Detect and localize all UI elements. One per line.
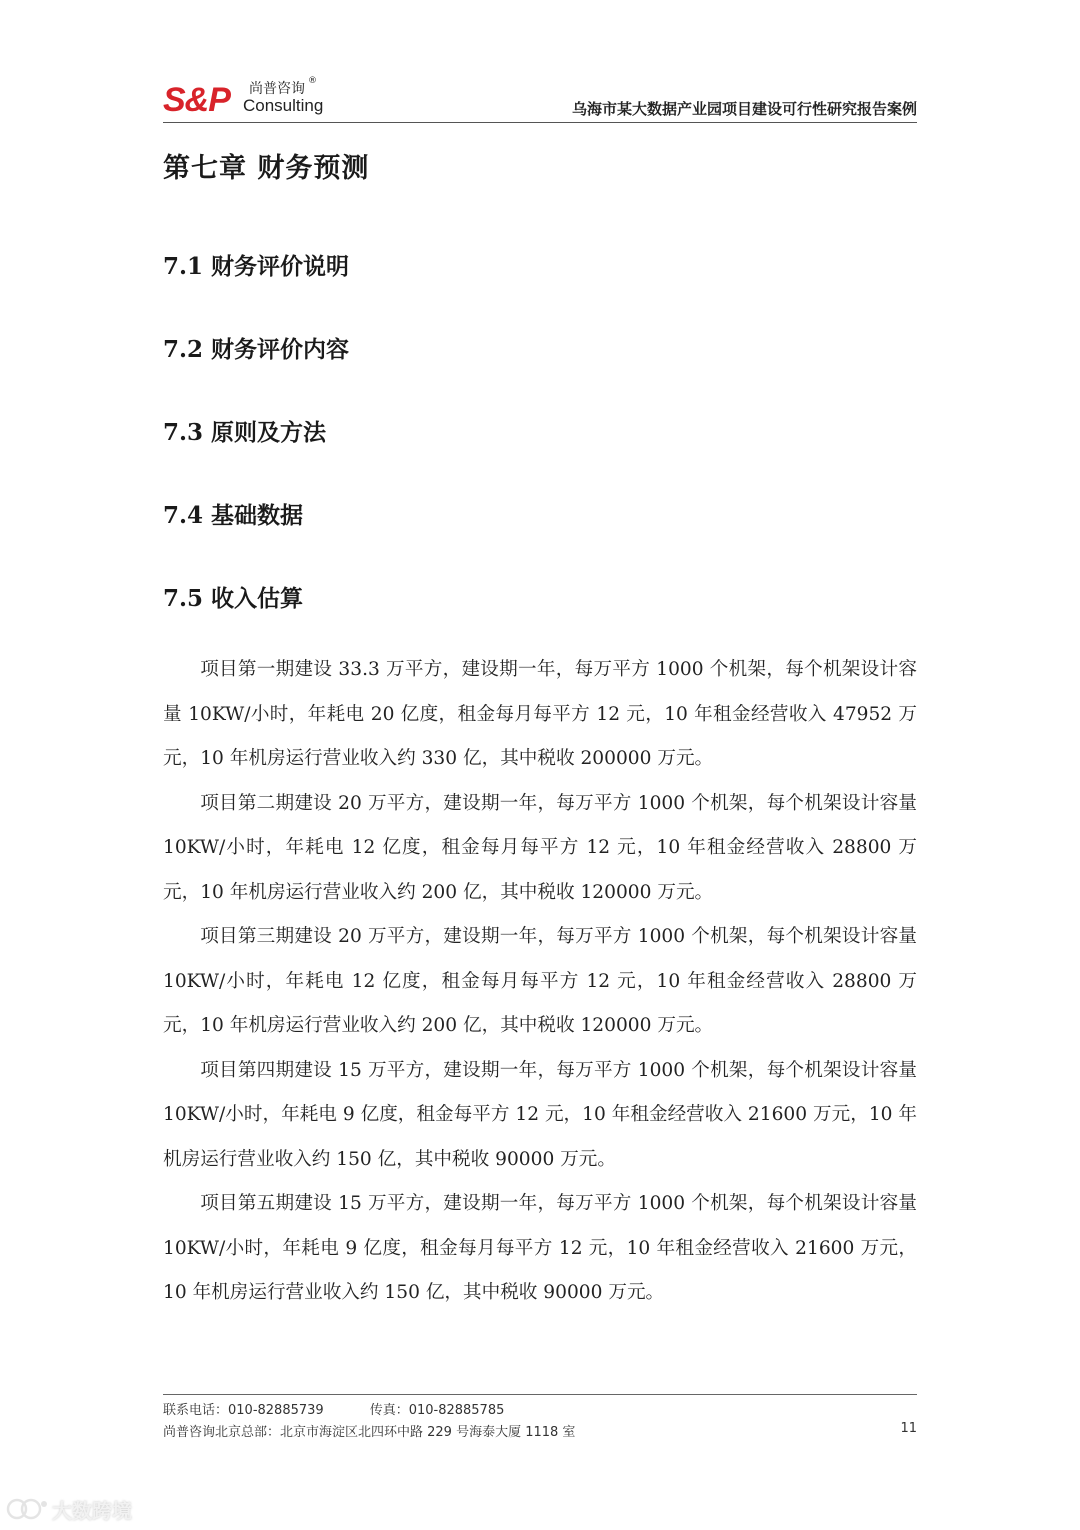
section-heading: 7.1 财务评价说明 (163, 253, 350, 280)
logo-chinese-name: 尚普咨询 (249, 81, 305, 97)
logo-registered-mark: ® (308, 76, 317, 86)
body-text (163, 648, 917, 1316)
footer-fax: 传真：010-82885785 (369, 1403, 505, 1418)
chapter-title: 第七章 财务预测 (163, 153, 370, 184)
paragraph: 项目第三期建设 20 万平方，建设期一年，每万平方 1000 个机架，每个机架设计容量 10KW/小时，年耗电 12 亿度，租金每月每平方 12 元，10 年租金经营收入 28800 万元，10 年机房运行营业收入约 200 亿，其中税收 120000 万元。 (163, 926, 917, 1036)
logo-mark: S&P (163, 81, 230, 119)
section-heading: 7.4 基础数据 (163, 502, 304, 529)
section-heading: 7.5 收入估算 (163, 585, 304, 612)
report-title: 乌海市某大数据产业园项目建设可行性研究报告案例 (571, 100, 917, 118)
watermark (6, 1494, 132, 1524)
footer-address: 尚普咨询北京总部：北京市海淀区北四环中路 229 号海泰大厦 1118 室 (163, 1425, 576, 1440)
wechat-channel-icon (6, 1496, 50, 1522)
header-divider (163, 122, 917, 123)
footer-phone: 联系电话：010-82885739 (163, 1403, 324, 1418)
paragraph: 项目第四期建设 15 万平方，建设期一年，每万平方 1000 个机架，每个机架设计容量 10KW/小时，年耗电 9 亿度，租金每平方 12 元，10 年租金经营收入 21600 万元，10 年机房运行营业收入约 150 亿，其中税收 90000 万元。 (163, 1059, 917, 1170)
footer-divider (163, 1394, 917, 1395)
paragraph: 项目第二期建设 20 万平方，建设期一年，每万平方 1000 个机架，每个机架设计容量 10KW/小时，年耗电 12 亿度，租金每月每平方 12 元，10 年租金经营收入 28800 万元，10 年机房运行营业收入约 200 亿，其中税收 120000 万元。 (163, 792, 917, 903)
page-header (163, 74, 917, 124)
logo-english-name: Consulting (243, 96, 324, 115)
paragraph: 项目第五期建设 15 万平方，建设期一年，每万平方 1000 个机架，每个机架设计容量 10KW/小时，年耗电 9 亿度，租金每月每平方 12 元，10 年租金经营收入 21600 万元，10 年机房运行营业收入约 150 亿，其中税收 90000 万元。 (163, 1193, 917, 1303)
paragraph: 项目第一期建设 33.3 万平方，建设期一年，每万平方 1000 个机架，每个机架设计容量 10KW/小时，年耗电 20 亿度，租金每月每平方 12 元，10 年租金经营收入 47952 万元，10 年机房运行营业收入约 330 亿，其中税收 200000 万元。 (163, 659, 917, 769)
watermark-text: 大数跨境 (52, 1498, 132, 1523)
section-heading: 7.2 财务评价内容 (163, 336, 350, 363)
page-number: 11 (900, 1421, 917, 1436)
section-heading: 7.3 原则及方法 (163, 419, 327, 446)
footer-contact (163, 1399, 504, 1418)
